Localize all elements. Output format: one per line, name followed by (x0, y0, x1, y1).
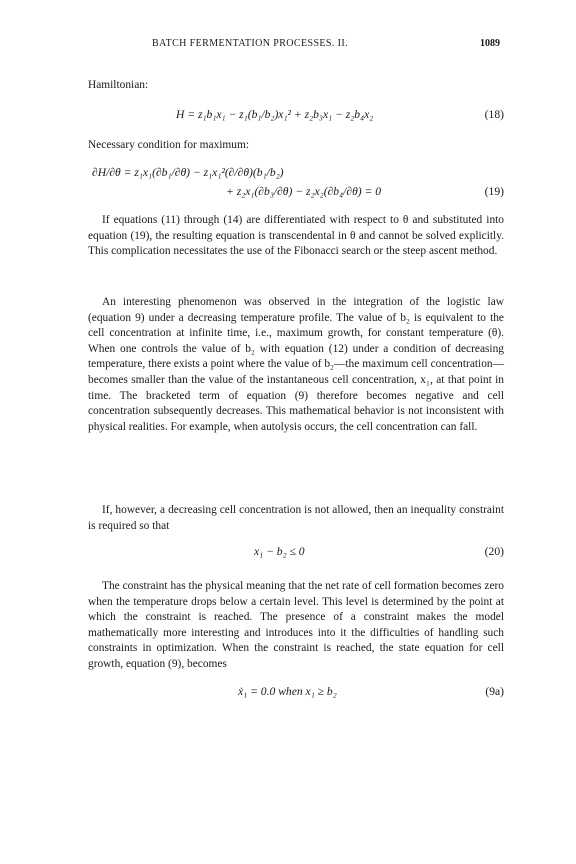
equation-19-line-2-expression: + z₂x₁(∂b₃/∂θ) − z₂x₂(∂b₄/∂θ) = 0 (226, 185, 382, 198)
running-header (88, 38, 504, 52)
equation-18-expression: H = z₁b₁x₁ − z₁(b₁/b₂)x₁² + z₂b₃x₁ − z₂b₄x₂ (176, 108, 374, 121)
equation-19-line-1-expression: ∂H/∂θ = z₁x₁(∂b₁/∂θ) − z₁x₁²(∂/∂θ)(b₁/b₂) (92, 166, 284, 179)
page-number: 1089 (480, 38, 500, 49)
paragraph-1: If equations (11) through (14) are differentiated with respect to θ and substituted into equation (19), the resulting equation is transcendental in θ and cannot be solved explicitly. This complication necessitates the use of the Fibonacci search or the steep ascent method. (88, 214, 504, 258)
paragraph-4: The constraint has the physical meaning that the net rate of cell formation becomes zero when the temperature drops below a certain level. This level is determined by the point at which the constraint is reached. The presence of a constraint makes the model mathematically more interesting and introduces into it the difficulties of handling such constraints in optimization. When the constraint is reached, the state equation for cell growth, equation (9), becomes (88, 580, 504, 670)
equation-19-line-1 (88, 166, 504, 182)
equation-20-expression: x₁ − b₂ ≤ 0 (254, 545, 305, 558)
hamiltonian-label: Hamiltonian: (88, 79, 149, 91)
equation-20 (88, 545, 504, 561)
necessary-condition-label: Necessary condition for maximum: (88, 139, 250, 151)
page (88, 0, 504, 864)
running-title: BATCH FERMENTATION PROCESSES. II. (152, 38, 349, 49)
equation-18 (88, 108, 504, 124)
equation-19-line-2 (88, 185, 504, 201)
equation-18-number: (18) (484, 108, 504, 121)
equation-19-number: (19) (484, 185, 504, 198)
paragraph-3: If, however, a decreasing cell concentration is not allowed, then an inequality constraint is required so that (88, 504, 504, 532)
equation-20-number: (20) (484, 545, 504, 558)
equation-9a (88, 685, 504, 701)
equation-9a-number: (9a) (485, 685, 504, 698)
equation-9a-expression: ẋ₁ = 0.0 when x₁ ≥ b₂ (238, 685, 337, 698)
paragraph-2: An interesting phenomenon was observed in the integration of the logistic law (equation 9) under a decreasing temperature profile. The value of b₂ is equivalent to the cell concentration at infinite time, i.e., maximum growth, for constant temperature (θ). When one controls the value of b₂ with equation (12) under a condition of decreasing temperature, there exists a point where the value of b₂—the maximum cell concentration—becomes smaller than the value of the instantaneous cell concentration, x₁, at that point in time. The bracketed term of equation (9) therefore becomes negative and cell concentration subsequently decreases. This mathematical behavior is not inconsistent with physical realities. For example, when autolysis occurs, the cell concentration can fall. (88, 296, 504, 433)
